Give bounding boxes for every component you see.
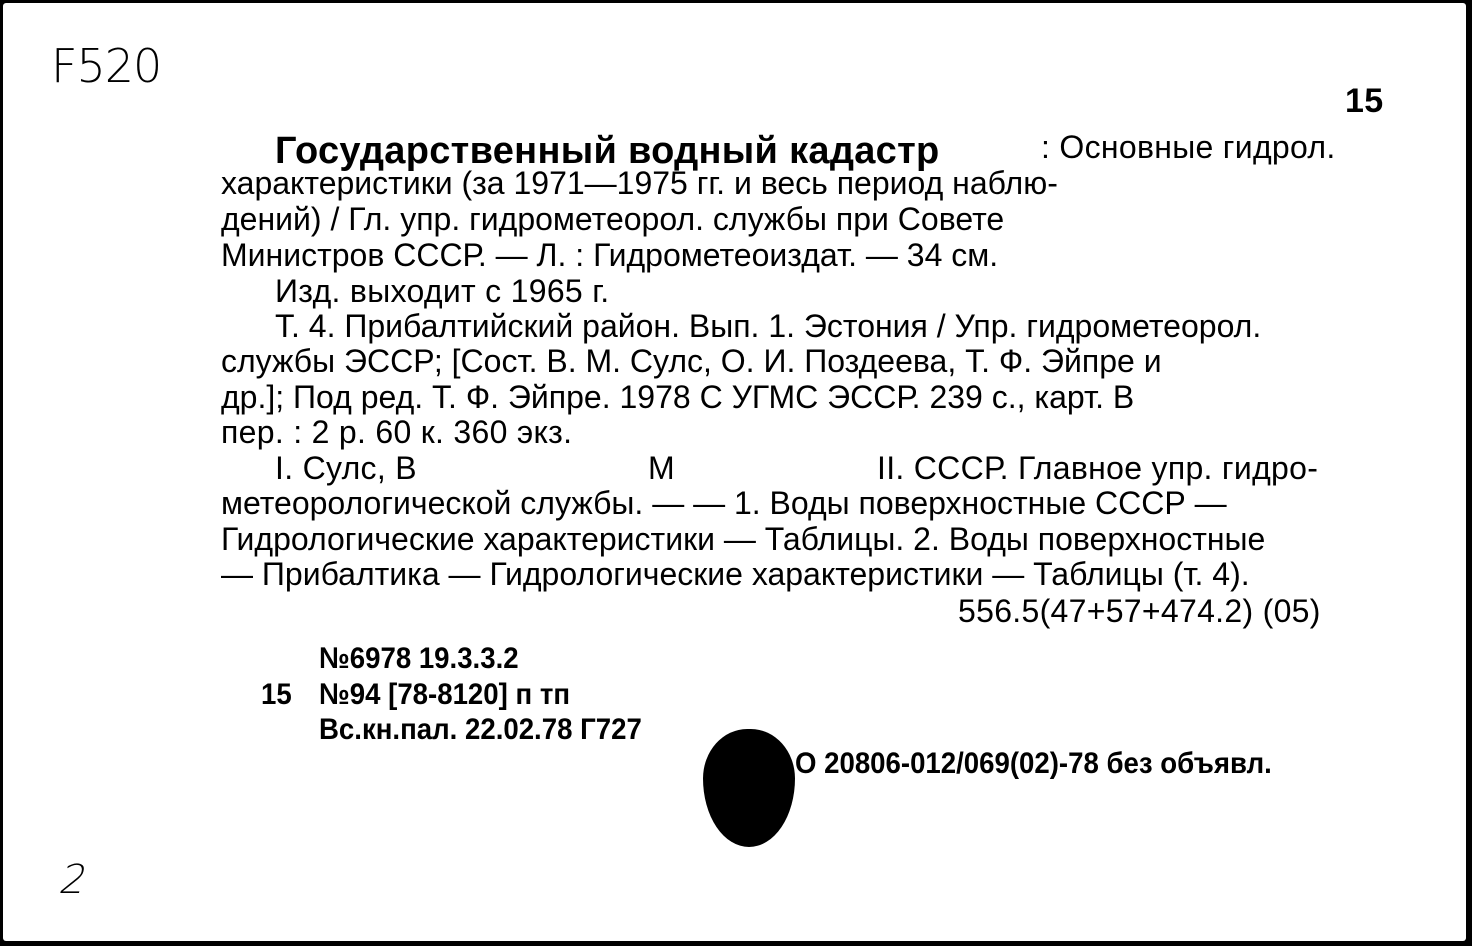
punch-hole bbox=[703, 729, 795, 847]
subtitle-start: : Основные гидрол. bbox=[1041, 129, 1336, 165]
classification-code: 556.5(47+57+474.2) (05) bbox=[958, 593, 1321, 629]
text-line-5: Т. 4. Прибалтийский район. Вып. 1. Эстония / Упр. гидрометеорол. bbox=[275, 308, 1262, 344]
catalog-order: №94 [78-8120] п тп bbox=[319, 678, 571, 711]
text-line-14: — Прибалтика — Гидрологические характеристики — Таблицы (т. 4). bbox=[221, 556, 1250, 592]
catalog-index: О 20806-012/069(02)-78 без объявл. bbox=[795, 747, 1272, 780]
text-line-2: дений) / Гл. упр. гидрометеорол. службы при Совете bbox=[221, 201, 1005, 237]
subject-entry: II. СССР. Главное упр. гидро- bbox=[877, 450, 1319, 486]
title: Государственный водный кадастр bbox=[275, 130, 940, 172]
handwritten-code: F520 bbox=[51, 39, 162, 93]
text-line-13: Гидрологические характеристики — Таблицы. 2. Воды поверхностные bbox=[221, 521, 1266, 557]
text-line-6: службы ЭССР; [Сост. В. М. Сулс, О. И. Поздеева, Т. Ф. Эйпре и bbox=[221, 343, 1162, 379]
handwritten-mark: 2 bbox=[54, 857, 92, 903]
page-number: 15 bbox=[1345, 82, 1384, 120]
text-line-8: пер. : 2 р. 60 к. 360 экз. bbox=[221, 414, 573, 450]
text-line-4: Изд. выходит с 1965 г. bbox=[275, 273, 610, 309]
author-initial: М bbox=[648, 450, 675, 486]
catalog-prefix: 15 bbox=[261, 678, 292, 711]
catalog-registration: Вс.кн.пал. 22.02.78 Г727 bbox=[319, 713, 642, 746]
text-line-1: характеристики (за 1971—1975 гг. и весь период наблю- bbox=[221, 165, 1058, 201]
text-line-3: Министров СССР. — Л. : Гидрометеоиздат. — 34 см. bbox=[221, 237, 999, 273]
text-line-12: метеорологической службы. — — 1. Воды поверхностные СССР — bbox=[221, 485, 1227, 521]
text-line-7: др.]; Под ред. Т. Ф. Эйпре. 1978 С УГМС ЭССР. 239 с., карт. В bbox=[221, 379, 1135, 415]
catalog-card bbox=[3, 3, 1466, 941]
author-entry: I. Сулс, В bbox=[275, 450, 417, 486]
catalog-number: №6978 19.3.3.2 bbox=[319, 642, 519, 675]
